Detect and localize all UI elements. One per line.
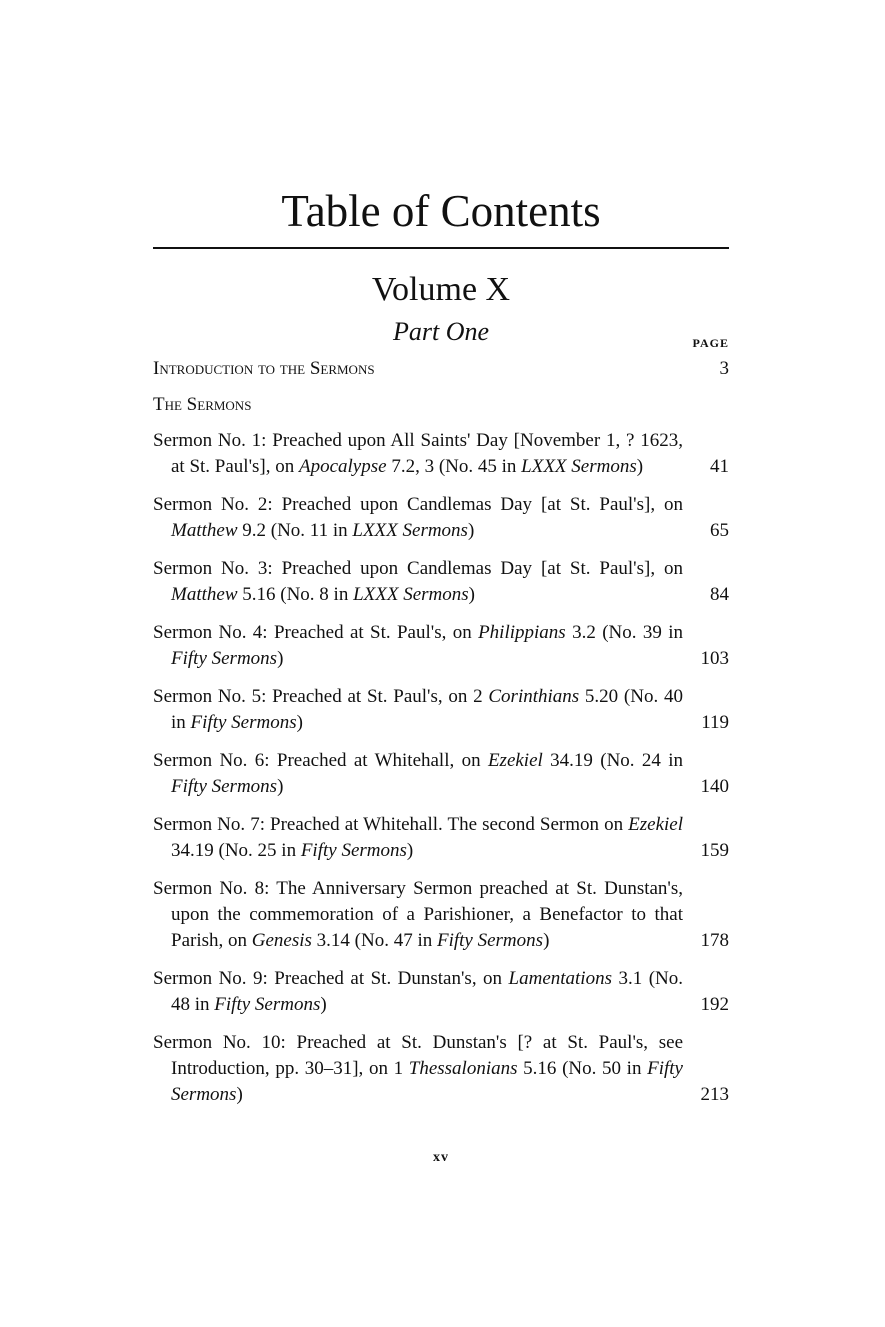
toc-entry: [153, 966, 729, 1018]
entry-title: [153, 394, 251, 415]
entry-text-mid: 3.1 (No. 48 in: [171, 968, 683, 1015]
entry-text-ital2: Fifty Sermons: [214, 994, 321, 1015]
entry-text-ital2: Fifty Sermons: [171, 776, 278, 797]
page-title: Table of Contents: [281, 186, 601, 236]
page-number: 159: [700, 840, 729, 861]
entry-text-ital: Corinthians: [488, 686, 580, 707]
section-heading: [153, 356, 729, 382]
entry-title: [153, 558, 683, 605]
entry-text-pre: Sermon No. 7: Preached at Whitehall. The second Sermon on: [153, 814, 629, 835]
toc-entry: [153, 684, 729, 736]
toc-entry: [153, 748, 729, 800]
entry-text-post: ): [277, 648, 284, 669]
entry-text-ital: Matthew: [171, 584, 238, 605]
entry-text-ital2: Fifty Sermons: [171, 1058, 683, 1105]
entry-title: [153, 622, 683, 669]
entry-text-pre: Sermon No. 2: Preached upon Candlemas Day [at St. Paul's], on: [153, 494, 683, 515]
entry-text-ital: Apocalypse: [298, 456, 387, 477]
entry-text-ital2: LXXX Sermons: [521, 456, 637, 477]
page-number: 178: [700, 930, 729, 951]
entry-text-pre: Introduction to the Sermons: [153, 358, 375, 379]
entry-text-ital: Thessalonians: [408, 1058, 518, 1079]
entry-text-mid: 7.2, 3 (No. 45 in: [386, 456, 522, 477]
page-number: 119: [701, 712, 729, 733]
entry-title: [153, 686, 683, 733]
entry-text-mid: 5.16 (No. 50 in: [517, 1058, 648, 1079]
entry-text-mid: 34.19 (No. 25 in: [171, 840, 301, 861]
page-number: 213: [700, 1084, 729, 1105]
toc-entry: [153, 556, 729, 608]
section-heading: [153, 392, 729, 418]
entry-text-pre: The Sermons: [153, 394, 252, 415]
entry-text-ital2: LXXX Sermons: [353, 584, 469, 605]
entry-text-post: ): [468, 584, 475, 605]
entry-text-pre: Sermon No. 10: Preached at St. Dunstan's [? at St. Paul's, see Introduction, pp. 30–31], on 1: [153, 1032, 683, 1079]
entry-text-pre: Sermon No. 6: Preached at Whitehall, on: [153, 750, 488, 771]
entry-title: [153, 358, 375, 379]
entry-title: [153, 814, 683, 861]
page-number: 41: [710, 456, 729, 477]
page-column-label: PAGE: [692, 336, 729, 350]
entry-text-post: ): [236, 1084, 243, 1105]
entry-text-post: ): [277, 776, 284, 797]
toc-entry: [153, 812, 729, 864]
entry-text-ital: Ezekiel: [487, 750, 543, 771]
entry-text-ital2: Fifty Sermons: [436, 930, 544, 951]
entry-text-post: ): [636, 456, 644, 477]
toc-entry: [153, 620, 729, 672]
toc-entry: [153, 428, 729, 480]
folio: xv: [433, 1150, 449, 1165]
entry-text-post: ): [320, 994, 327, 1015]
entry-title: [153, 494, 683, 541]
toc-entry: [153, 876, 729, 954]
entry-title: [153, 430, 683, 477]
page-number: 192: [700, 994, 729, 1015]
entry-text-post: ): [543, 930, 550, 951]
entry-text-pre: Sermon No. 5: Preached at St. Paul's, on 2: [153, 686, 489, 707]
entry-text-pre: Sermon No. 1: Preached upon All Saints' Day [November 1, ? 1623, at St. Paul's], on: [153, 430, 683, 477]
page-number: 3: [719, 358, 729, 379]
entry-text-ital: Genesis: [251, 930, 312, 951]
toc-entry: [153, 492, 729, 544]
page-number: 84: [710, 584, 729, 605]
title-rule: [153, 247, 729, 249]
entry-text-ital: Philippians: [478, 622, 566, 643]
entry-text-ital2: Fifty Sermons: [171, 648, 278, 669]
entry-text-mid: 5.20 (No. 40 in: [171, 686, 683, 733]
entry-text-ital2: LXXX Sermons: [352, 520, 468, 541]
entry-text-post: ): [406, 840, 414, 861]
volume-heading: Volume X: [371, 271, 511, 308]
entry-text-ital2: Fifty Sermons: [300, 840, 407, 861]
entry-text-ital: Matthew: [171, 520, 238, 541]
contents-list: [153, 356, 729, 1120]
entry-title: [153, 1032, 683, 1105]
entry-text-post: ): [467, 520, 475, 541]
entry-title: [153, 750, 683, 797]
page-number: 140: [700, 776, 729, 797]
entry-text-pre: Sermon No. 3: Preached upon Candlemas Day [at St. Paul's], on: [153, 558, 683, 579]
entry-text-pre: Sermon No. 9: Preached at St. Dunstan's, on: [153, 968, 509, 989]
entry-text-mid: 34.19 (No. 24 in: [542, 750, 684, 771]
entry-text-ital: Lamentations: [508, 968, 612, 989]
entry-text-pre: Sermon No. 8: The Anniversary Sermon preached at St. Dunstan's, upon the commemoration of a Parishioner, a Benefactor to that Parish, on: [153, 878, 683, 951]
entry-title: [153, 878, 683, 951]
entry-text-post: ): [296, 712, 303, 733]
entry-text-pre: Sermon No. 4: Preached at St. Paul's, on: [153, 622, 479, 643]
part-heading: Part One: [392, 317, 490, 346]
entry-text-mid: 5.16 (No. 8 in: [237, 584, 354, 605]
page-number: 103: [700, 648, 729, 669]
entry-text-ital: Ezekiel: [628, 814, 683, 835]
entry-text-ital2: Fifty Sermons: [190, 712, 297, 733]
entry-text-mid: 9.2 (No. 11 in: [237, 520, 353, 541]
entry-text-mid: 3.14 (No. 47 in: [311, 930, 437, 951]
toc-entry: [153, 1030, 729, 1108]
page-number: 65: [710, 520, 729, 541]
entry-title: [153, 968, 683, 1015]
entry-text-mid: 3.2 (No. 39 in: [565, 622, 683, 643]
